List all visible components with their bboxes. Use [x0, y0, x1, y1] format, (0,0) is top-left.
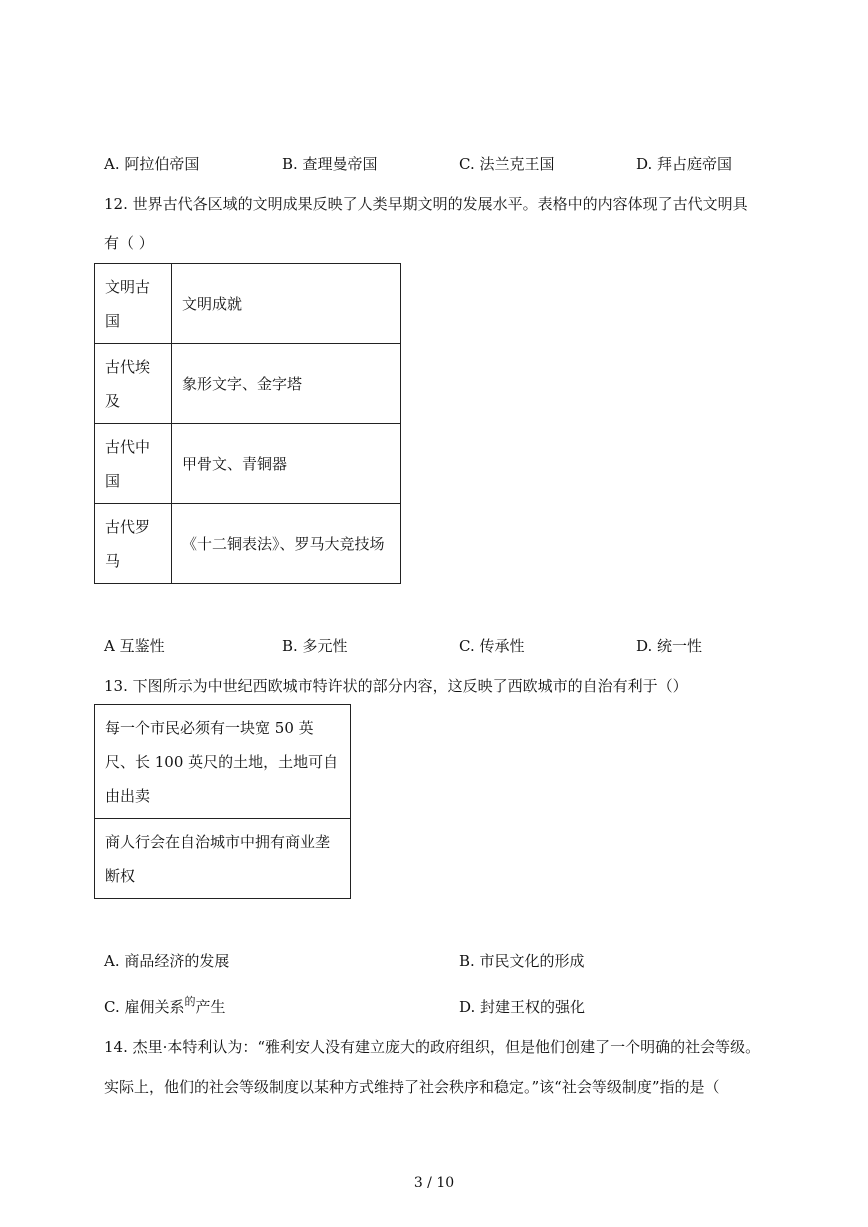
table-row — [95, 819, 351, 899]
q13-option-c-sup: 的 — [184, 995, 196, 1008]
q12-option-a: A 互鉴性 — [104, 637, 165, 655]
q13-stem: 13. 下图所示为中世纪西欧城市特许状的部分内容，这反映了西欧城市的自治有利于（） — [104, 677, 688, 695]
table-row — [95, 705, 351, 819]
table-cell: 商人行会在自治城市中拥有商业垄断权 — [95, 819, 351, 899]
table-cell: 文明古国 — [95, 264, 172, 344]
table-row — [95, 504, 401, 584]
table-cell: 甲骨文、青铜器 — [172, 424, 401, 504]
q11-option-a: A. 阿拉伯帝国 — [104, 155, 200, 173]
q12-option-d: D. 统一性 — [636, 637, 703, 655]
q13-option-a: A. 商品经济的发展 — [104, 952, 230, 970]
table-row — [95, 344, 401, 424]
q13-option-c-pre: C. 雇佣关系 — [104, 998, 185, 1016]
page-number: 3 / 10 — [413, 1175, 455, 1191]
table-cell: 《十二铜表法》、罗马大竞技场 — [172, 504, 401, 584]
q12-stem-line2: 有（ ） — [104, 234, 154, 252]
table-row — [95, 424, 401, 504]
table-cell: 古代中国 — [95, 424, 172, 504]
q12-table — [94, 263, 401, 584]
table-cell: 古代罗马 — [95, 504, 172, 584]
q13-option-c-post: 产生 — [195, 998, 226, 1016]
table-cell: 每一个市民必须有一块宽 50 英尺、长 100 英尺的土地，土地可自由出卖 — [95, 705, 351, 819]
table-cell: 古代埃及 — [95, 344, 172, 424]
q12-stem-line1: 12. 世界古代各区域的文明成果反映了人类早期文明的发展水平。表格中的内容体现了古代文明具 — [104, 195, 748, 213]
table-cell: 文明成就 — [172, 264, 401, 344]
q12-option-c: C. 传承性 — [459, 637, 525, 655]
q11-option-c: C. 法兰克王国 — [459, 155, 555, 173]
q11-option-b: B. 查理曼帝国 — [282, 155, 378, 173]
q13-table — [94, 704, 351, 899]
table-cell: 象形文字、金字塔 — [172, 344, 401, 424]
q11-option-d: D. 拜占庭帝国 — [636, 155, 733, 173]
q12-option-b: B. 多元性 — [282, 637, 348, 655]
q13-option-b: B. 市民文化的形成 — [459, 952, 585, 970]
q13-option-d: D. 封建王权的强化 — [459, 998, 586, 1016]
q14-stem-line1: 14. 杰里·本特利认为：“雅利安人没有建立庞大的政府组织，但是他们创建了一个明确的社会等级。 — [104, 1038, 761, 1056]
q14-stem-line2: 实际上，他们的社会等级制度以某种方式维持了社会秩序和稳定。”该“社会等级制度”指的是（ — [104, 1078, 720, 1096]
q13-option-c — [104, 996, 226, 1017]
table-row — [95, 264, 401, 344]
